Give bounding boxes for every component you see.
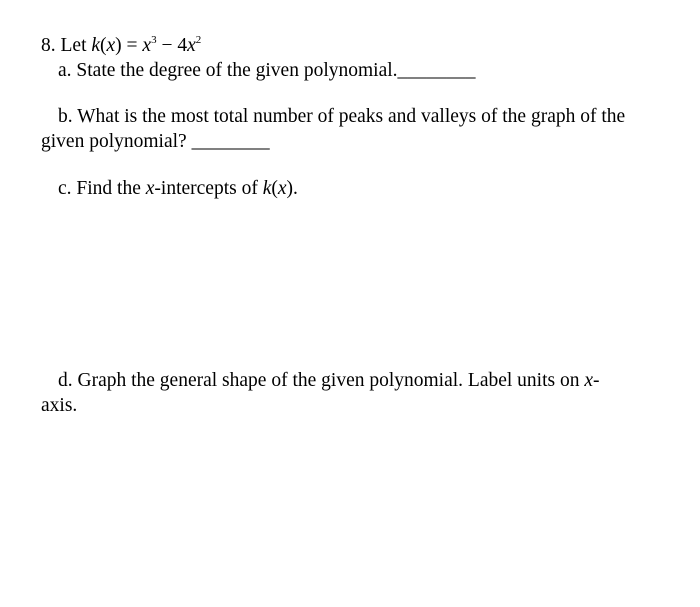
part-d-line-2 bbox=[41, 394, 77, 418]
part-d-variable: x bbox=[584, 370, 594, 391]
part-b-line-1 bbox=[58, 105, 625, 129]
part-c-arg: x bbox=[277, 178, 287, 199]
part-c-middle: -intercepts of bbox=[154, 178, 263, 199]
part-c-variable: x bbox=[145, 178, 155, 199]
part-d-text-2: axis. bbox=[41, 395, 78, 416]
part-a bbox=[58, 59, 476, 83]
function-name: k bbox=[91, 35, 101, 56]
close-paren: ) bbox=[115, 35, 122, 56]
minus-coefficient: − 4 bbox=[156, 35, 188, 56]
part-b-line-2 bbox=[41, 130, 270, 154]
part-b-answer-blank[interactable]: ________ bbox=[191, 131, 270, 152]
part-c bbox=[58, 177, 298, 201]
part-b-text-2: given polynomial? bbox=[41, 131, 187, 152]
part-c-work-area[interactable] bbox=[41, 205, 661, 355]
term1-exponent: 3 bbox=[151, 34, 157, 46]
term1-variable: x bbox=[142, 35, 152, 56]
part-c-prefix: c. Find the bbox=[58, 178, 146, 199]
part-c-close: ). bbox=[286, 178, 298, 199]
problem-intro: Let bbox=[60, 35, 87, 56]
part-a-answer-blank[interactable]: ________ bbox=[397, 60, 476, 81]
part-a-text: a. State the degree of the given polynomial. bbox=[58, 60, 398, 81]
part-d-graph-area[interactable] bbox=[41, 425, 661, 595]
term2-variable: x bbox=[187, 35, 196, 56]
part-b-text-1: b. What is the most total number of peaks and valleys of the graph of the bbox=[58, 106, 626, 127]
part-c-function: k bbox=[262, 178, 272, 199]
problem-number: 8. bbox=[41, 35, 56, 56]
part-d-suffix: - bbox=[593, 370, 600, 391]
term2-exponent: 2 bbox=[195, 34, 202, 46]
open-paren: ( bbox=[100, 35, 107, 56]
part-c-open: ( bbox=[271, 178, 278, 199]
equals-sign: = bbox=[121, 35, 143, 56]
function-variable: x bbox=[106, 35, 116, 56]
part-d-line-1 bbox=[58, 369, 600, 393]
part-d-prefix: d. Graph the general shape of the given polynomial. Label units on bbox=[58, 370, 585, 391]
problem-8-statement bbox=[41, 34, 201, 60]
